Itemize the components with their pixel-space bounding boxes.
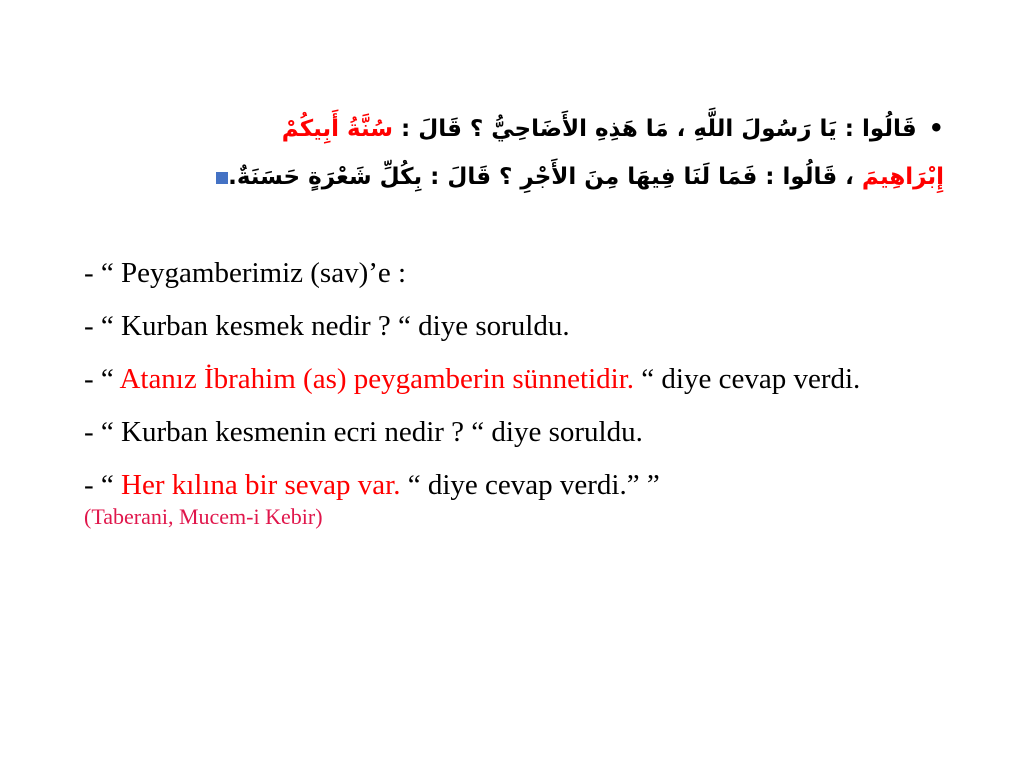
translation-line-5-highlight: Her kılına bir sevap var. <box>121 469 401 501</box>
translation-line-3-prefix: - “ <box>84 363 120 395</box>
arabic-line-1-highlight: سُنَّةُ أَبِيكُمْ <box>281 116 394 142</box>
turkish-translation <box>84 255 958 531</box>
source-citation: (Taberani, Mucem-i Kebir) <box>84 504 323 529</box>
arabic-line-2 <box>80 153 944 201</box>
arabic-line-2-highlight: إِبْرَاهِيمَ <box>861 164 944 190</box>
bullet-dot-icon: • <box>928 114 944 142</box>
arabic-line-1-text: قَالُوا : يَا رَسُولَ اللَّهِ ، مَا هَذِهِ الأَضَاحِيُّ ؟ قَالَ : <box>393 116 917 142</box>
translation-line-1: - “ Peygamberimiz (sav)’e : <box>84 257 407 289</box>
translation-line-3-suffix: “ diye cevap verdi. <box>634 363 861 395</box>
translation-line-2: - “ Kurban kesmek nedir ? “ diye soruldu. <box>84 310 570 342</box>
translation-line-5-suffix: “ diye cevap verdi.” ” <box>400 469 660 501</box>
translation-line-5-prefix: - “ <box>84 469 122 501</box>
arabic-line-2-text: ، قَالُوا : فَمَا لَنَا فِيهَا مِنَ الأَجْرِ ؟ قَالَ : بِكُلِّ شَعْرَةٍ حَسَنَةٌ. <box>228 164 862 190</box>
translation-line-4: - “ Kurban kesmenin ecri nedir ? “ diye soruldu. <box>84 416 643 448</box>
arabic-line-1 <box>80 104 944 153</box>
arabic-hadith-text <box>80 104 944 201</box>
translation-line-3-highlight: Atanız İbrahim (as) peygamberin sünnetidir. <box>119 363 635 395</box>
translation-line-5 <box>84 467 958 503</box>
square-bullet-icon <box>216 172 228 184</box>
translation-line-3 <box>84 361 958 397</box>
